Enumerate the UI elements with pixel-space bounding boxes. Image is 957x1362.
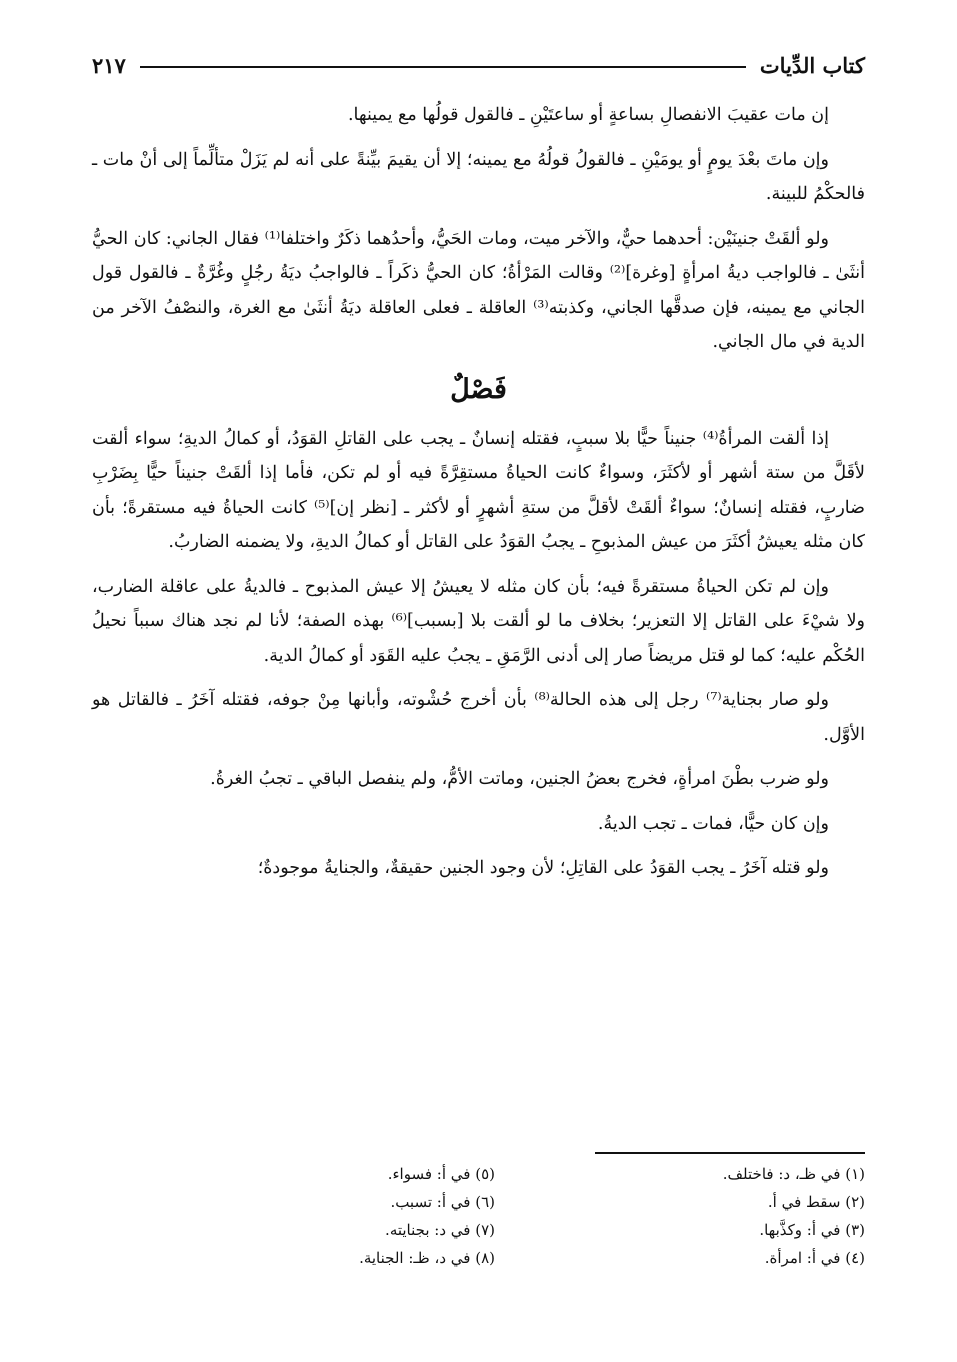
footnote: (٨) في د، ظـ: الجناية. <box>359 1249 495 1267</box>
paragraph: إذا ألقت المرأةُ⁽⁴⁾ جنيناً حيًّا بلا سببٍ، فقتله إنسانٌ ـ يجب على القاتلِ القوَدُ، أو كمالُ الديةِ؛ سواء ألقت لأقَلَّ من ستة أشهر أو لأكثَرَ، وسواءٌ كانت الحياةُ مستقِرَّةً فيه أو لم تكن، فأما إذا ألقَتْ جنيناً حيًّا بِضَرْبِ ضاربٍ، فقتله إنسانٌ؛ سواءٌ ألقَتْ لأقلَّ من ستةِ أشهرٍ أو لأكثر ـ [نظر إن]⁽⁵⁾ كانت الحياةُ فيه مستقرةً؛ بأن كان مثله يعيشُ أكثَرَ من عيش المذبوحِ ـ يجبُ القوَدُ على القاتل أو كمالُ الديةِ، ولا يضمنه الضاربُ. <box>92 428 865 552</box>
section-heading: فَصْلٌ <box>450 373 507 405</box>
paragraph: ولو ألقَتْ جنينَيْن: أحدهما حيٌّ، والآخر ميت، ومات الحَيُّ، وأحدُهما ذكَرٌ واختلفا⁽¹⁾ فقال الجاني: كان الحيُّ أنثَىٰ ـ فالواجب ديةُ امرأةٍ [وغرة]⁽²⁾ وقالت المَرْأةُ؛ كان الحيُّ ذكَراً ـ فالواجبُ ديَةُ رجُلٍ وغُرَّةٌ ـ فالقول قول الجاني مع يمينه، فإن صدقَّها الجاني، وكذبته⁽³⁾ العاقلة ـ فعلى العاقلة ديَةُ أنثَىٰ مع الغرة، والنصْفُ الآخر من الدية في مال الجاني. <box>92 228 866 352</box>
paragraph: ولو ضرب بطْنَ امرأةٍ، فخرج بعضُ الجنين، وماتت الأمُّ، ولم ينفصل الباقي ـ تجبُ الغرةُ. <box>210 769 829 789</box>
footnote: (٢) سقط في أ. <box>767 1193 865 1211</box>
footnote: (٣) في أ: وكذَّبها. <box>759 1221 865 1239</box>
footnote: (٥) في أ: فسواء. <box>387 1165 495 1183</box>
footnote-column-right <box>535 1160 865 1272</box>
footnote: (١) في ظـ، د: فاختلف. <box>722 1165 865 1183</box>
header-rule <box>140 66 746 68</box>
paragraph: ولو قتله آخَرُ ـ يجب القوَدُ على القاتِلِ؛ لأن وجود الجنين حقيقةٌ، والجنايةُ موجودةٌ؛ <box>257 858 829 878</box>
page-number: ٢١٧ <box>92 52 126 78</box>
chapter-title: كتاب الدِّيات <box>759 52 865 78</box>
paragraph: وإن كان حيًّا، فمات ـ تجب الديةُ. <box>597 813 829 834</box>
running-header <box>92 48 865 82</box>
footnote-rule <box>595 1152 865 1154</box>
paragraph: وإن لم تكن الحياةُ مستقرةً فيه؛ بأن كان مثله لا يعيشُ إلا عيش المذبوح ـ فالديةُ على عاقلة الضارب، ولا شيْءَ على القاتل إلا التعزير؛ بخلاف ما لو ألقت بلا [بسبب]⁽⁶⁾ بهذه الصفة؛ لأنا لم نجد هناك سبباً نحيلُ الحُكْم عليه؛ كما لو قتل مريضاً صار إلى أدنى الرَّمَقِ ـ يجبُ عليه القَوَد أو كمالُ الدية. <box>92 576 866 666</box>
paragraph: ولو صار بجناية⁽⁷⁾ رجل إلى هذه الحالة⁽⁸⁾ بأن أخرج حُشْوته، وأبانها مِنْ جوفه، فقتله آخَرُ ـ فالقاتل هو الأوَّل. <box>92 690 865 745</box>
footnote: (٦) في أ: تسبب. <box>390 1193 495 1211</box>
paragraph: إن مات عقيبَ الانفصالِ بساعةٍ أو ساعتَيْنِ ـ فالقول قولُها مع يمينها. <box>347 105 829 125</box>
footnote: (٤) في أ: امرأة. <box>764 1249 865 1267</box>
main-text <box>92 98 865 896</box>
footnotes <box>92 1152 865 1272</box>
footnote: (٧) في د: بجنايته. <box>385 1221 495 1239</box>
footnote-column-left <box>165 1160 495 1272</box>
paragraph: وإن ماتَ بعْدَ يومٍ أو يومَيْنِ ـ فالقولُ قولُهُ مع يمينه؛ إلا أن يقيمَ بيِّنةً على أنه لم يَزَلْ متألِّماً إلى أنْ مات ـ فالحكْمُ للبينة. <box>92 149 865 204</box>
